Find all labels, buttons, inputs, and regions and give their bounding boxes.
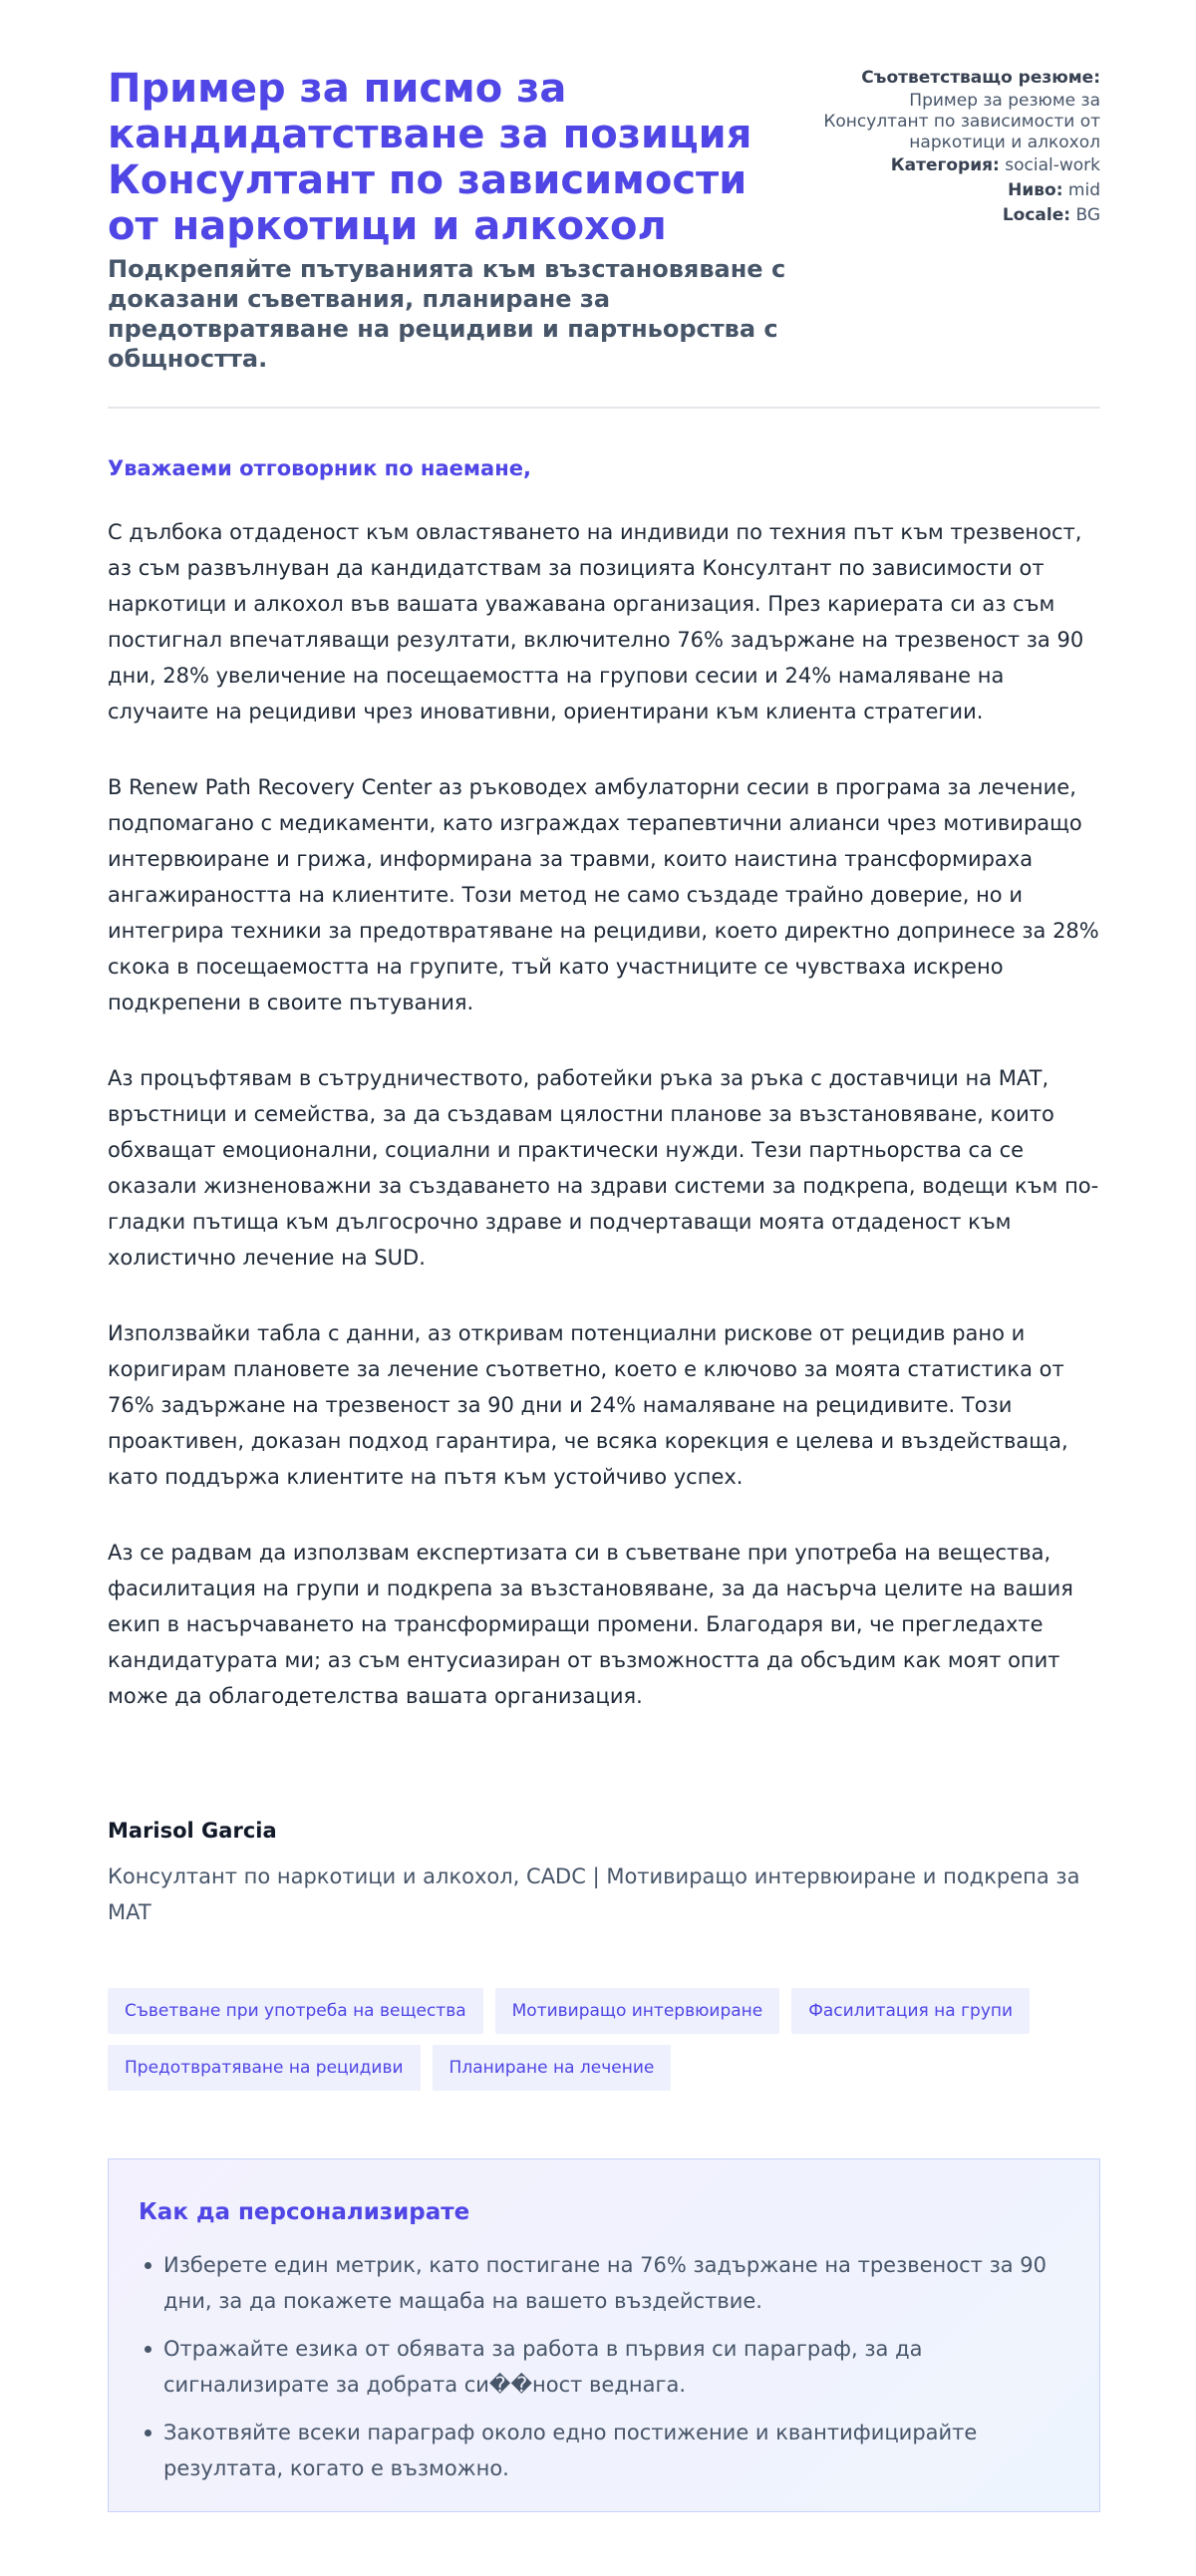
- page-title: Пример за писмо за кандидатстване за позиция Консултант по зависимости от наркотици и алкохол: [108, 66, 752, 249]
- category-value: social-work: [1005, 155, 1100, 175]
- level-row: [811, 178, 1100, 203]
- category-label: Категория:: [890, 155, 1000, 175]
- letter-paragraph: Аз процъфтявам в сътрудничеството, работейки ръка за ръка с доставчици на MAT, връстници и семейства, за да създавам цялостни планове за възстановяване, които обхващат емоционални, социални и практически нужди. Тези партньорства са се оказали жизненоважни за създаването на здрави системи за подкрепа, водещи към по-гладки пътища към дългосрочно здраве и подчертаващи моята отдаденост към холистично лечение на SUD.: [108, 1066, 1099, 1270]
- resume-link[interactable]: Пример за резюме за Консултант по зависимости от наркотици и алкохол: [823, 91, 1100, 152]
- tip-item: Закотвяйте всеки параграф около едно постижение и квантифицирайте резултата, когато е възможно.: [163, 2415, 1060, 2486]
- skill-tag[interactable]: Мотивиращо интервюиране: [495, 1988, 780, 2034]
- tip-item: Изберете един метрик, като постигане на 76% задържане на трезвеност за 90 дни, за да покажете мащаба на вашето въздействие.: [163, 2247, 1060, 2319]
- letter-paragraph: В Renew Path Recovery Center аз ръководех амбулаторни сесии в програма за лечение, подпомагано с медикаменти, като изграждах терапевтични алианси чрез мотивиращо интервюиране и грижа, информирана за травми, които наистина трансформираха ангажираността на клиентите. Този метод не само създаде трайно доверие, но и интегрира техники за предотвратяване на рецидиви, което директно допринесе за 28% скока в посещаемостта на групите, тъй като участниците се чувстваха искрено подкрепени в своите пътувания.: [108, 775, 1099, 1014]
- skill-tag[interactable]: Фасилитация на групи: [791, 1988, 1030, 2034]
- level-label: Ниво:: [1008, 180, 1063, 200]
- locale-value: BG: [1075, 205, 1100, 225]
- letter-body: [108, 514, 1100, 1754]
- signature-role: Консултант по наркотици и алкохол, CADC | Мотивиращо интервюиране и подкрепа за MAT: [108, 1864, 1080, 1924]
- tips-title: Как да персонализирате: [139, 2199, 470, 2225]
- personalize-tips-box: [108, 2158, 1100, 2512]
- level-value: mid: [1067, 180, 1100, 200]
- header: [108, 0, 1100, 409]
- tips-list: [163, 2247, 1060, 2498]
- skill-tags: [108, 1988, 1100, 2091]
- locale-label: Locale:: [1002, 205, 1071, 225]
- letter-paragraph: С дълбока отдаденост към овластяването на индивиди по техния път към трезвеност, аз съм развълнуван да кандидатствам за позицията Консултант по зависимости от наркотици и алкохол във вашата уважавана организация. През кариерата си аз съм постигнал впечатляващи резултати, включително 76% задържане на трезвеност за 90 дни, 28% увеличение на посещаемостта на групови сесии и 24% намаляване на случаите на рецидиви чрез иновативни, ориентирани към клиента стратегии.: [108, 520, 1084, 723]
- letter-paragraph: Използвайки табла с данни, аз откривам потенциални рискове от рецидив рано и коригирам плановете за лечение съответно, което е ключово за моята статистика от 76% задържане на трезвеност за 90 дни и 24% намаляване на рецидивите. Този проактивен, доказан подход гарантира, че всяка корекция е целева и въздействаща, като поддържа клиентите на пътя към устойчиво успех.: [108, 1321, 1068, 1489]
- page-subtitle: Подкрепяйте пътуванията към възстановяване с доказани съветвания, планиране за предотвратяване на рецидиви и партньорства с общността.: [108, 255, 786, 373]
- salutation: Уважаеми отговорник по наемане,: [108, 456, 531, 480]
- letter-paragraph: Аз се радвам да използвам експертизата си в съветване при употреба на вещества, фасилитация на групи и подкрепа за възстановяване, за да насърча целите на вашия екип в насърчаването на трансформиращи промени. Благодаря ви, че прегледахте кандидатурата ми; аз съм ентусиазиран от възможността да обсъдим как моят опит може да облагодетелства вашата организация.: [108, 1541, 1073, 1708]
- category-row: [811, 153, 1100, 178]
- resume-label: Съответстващо резюме:: [861, 68, 1100, 88]
- skill-tag[interactable]: Планиране на лечение: [433, 2045, 672, 2091]
- cover-letter-page: [108, 0, 1100, 2480]
- skill-tag[interactable]: Предотвратяване на рецидиви: [108, 2045, 421, 2091]
- skill-tag[interactable]: Съветване при употреба на вещества: [108, 1988, 483, 2034]
- signature-name: Marisol Garcia: [108, 1819, 277, 1843]
- tip-item: Отражайте езика от обявата за работа в първия си параграф, за да сигнализирате за добрата си��ност веднага.: [163, 2331, 1060, 2403]
- meta-panel: [811, 66, 1100, 228]
- locale-row: [811, 203, 1100, 228]
